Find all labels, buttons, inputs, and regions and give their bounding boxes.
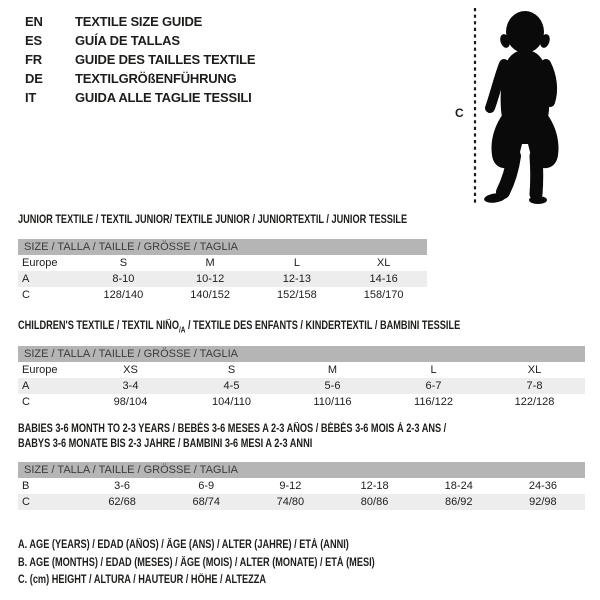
- size-value: 110/116: [313, 396, 352, 408]
- size-value: 92/98: [529, 496, 557, 508]
- row-label: C: [22, 289, 30, 301]
- size-value: 8-10: [112, 273, 135, 285]
- size-value: 158/170: [363, 289, 404, 301]
- language-row: [25, 12, 255, 31]
- size-value: 3-4: [122, 380, 139, 392]
- language-code: IT: [25, 90, 37, 105]
- row-label: A: [22, 273, 30, 285]
- language-title: GUIDA ALLE TAGLIE TESSILI: [75, 90, 252, 105]
- language-title: TEXTILE SIZE GUIDE: [75, 14, 203, 29]
- size-value: XL: [527, 364, 542, 376]
- size-value: 3-6: [114, 480, 131, 492]
- table-row: [18, 255, 427, 271]
- size-value: 18-24: [444, 480, 473, 492]
- table-row: [18, 394, 585, 410]
- size-value: 10-12: [196, 273, 225, 285]
- size-value: S: [227, 364, 236, 376]
- table-row: [18, 478, 585, 494]
- size-value: 68/74: [192, 496, 220, 508]
- size-value: S: [119, 257, 128, 269]
- size-value: 98/104: [113, 396, 148, 408]
- size-value: 116/122: [414, 396, 453, 408]
- language-row: [25, 50, 255, 69]
- baby-silhouette-icon: [483, 11, 558, 204]
- size-value: 152/158: [276, 289, 317, 301]
- language-title: TEXTILGRÖßENFÜHRUNG: [75, 71, 237, 86]
- size-value: 12-18: [360, 480, 389, 492]
- table-row: [18, 287, 427, 303]
- footnote-b: B. AGE (MONTHS) / EDAD (MESES) / ÂGE (MOIS) / ALTER (MONATE) / ETÀ (MESI): [18, 556, 375, 569]
- language-row: [25, 69, 255, 88]
- size-value: XL: [376, 257, 391, 269]
- language-code: EN: [25, 14, 43, 29]
- row-label: C: [22, 396, 30, 408]
- row-label: C: [22, 496, 30, 508]
- children-title-pre: CHILDREN'S TEXTILE / TEXTIL NIÑO: [18, 320, 179, 332]
- table-row: [18, 378, 585, 394]
- babies-table-title: [18, 422, 446, 451]
- children-title-post: / TEXTILE DES ENFANTS / KINDERTEXTIL / BAMBINI TESSILE: [185, 320, 461, 332]
- junior-size-table: [18, 239, 427, 303]
- language-code: DE: [25, 71, 43, 86]
- row-label: Europe: [22, 364, 58, 376]
- size-value: 128/140: [103, 289, 144, 301]
- language-row: [25, 88, 255, 107]
- language-title: GUÍA DE TALLAS: [75, 33, 180, 48]
- size-value: L: [430, 364, 437, 376]
- baby-silhouette-figure: [450, 4, 585, 209]
- language-title: GUIDE DES TAILLES TEXTILE: [75, 52, 256, 67]
- table-row: [18, 271, 427, 287]
- language-code: FR: [25, 52, 42, 67]
- row-label: A: [22, 380, 30, 392]
- size-value: 24-36: [528, 480, 557, 492]
- size-value: 104/110: [212, 396, 251, 408]
- size-value: 5-6: [324, 380, 341, 392]
- babies-title-line1: BABIES 3-6 MONTH TO 2-3 YEARS / BEBÉS 3-6 MESES A 2-3 AÑOS / BÉBÉS 3-6 MOIS À 2-3 ANS /: [18, 423, 447, 435]
- language-title-list: [25, 12, 255, 107]
- size-value: 62/68: [108, 496, 136, 508]
- junior-table-title: JUNIOR TEXTILE / TEXTIL JUNIOR/ TEXTILE JUNIOR / JUNIORTEXTIL / JUNIOR TESSILE: [18, 214, 408, 226]
- size-value: L: [293, 257, 300, 269]
- children-title-sub: /A: [178, 325, 186, 335]
- size-header-bar: SIZE / TALLA / TAILLE / GRÖSSE / TAGLIA: [18, 462, 585, 478]
- row-label: B: [22, 480, 30, 492]
- size-value: XS: [123, 364, 138, 376]
- measure-c-label: C: [455, 106, 464, 120]
- language-row: [25, 31, 255, 50]
- size-value: M: [205, 257, 215, 269]
- footnote-c: C. (cm) HEIGHT / ALTURA / HAUTEUR / HÖHE / ALTEZZA: [18, 574, 267, 586]
- row-label: Europe: [22, 257, 58, 269]
- footnote-a: A. AGE (YEARS) / EDAD (AÑOS) / ÂGE (ANS) / ALTER (JAHRE) / ETÀ (ANNI): [18, 539, 349, 551]
- children-table-title: [18, 319, 460, 338]
- size-value: 4-5: [223, 380, 240, 392]
- footnote-legend: [18, 537, 464, 590]
- size-value: 6-7: [425, 380, 442, 392]
- size-value: 9-12: [279, 480, 302, 492]
- size-value: 74/80: [276, 496, 305, 508]
- size-value: 86/92: [444, 496, 473, 508]
- size-value: 122/128: [514, 396, 555, 408]
- size-value: 14-16: [369, 273, 398, 285]
- size-header-bar: SIZE / TALLA / TAILLE / GRÖSSE / TAGLIA: [18, 346, 585, 362]
- language-code: ES: [25, 33, 42, 48]
- size-value: 140/152: [190, 289, 230, 301]
- size-value: 7-8: [526, 380, 543, 392]
- table-row: [18, 494, 585, 510]
- size-value: 6-9: [198, 480, 215, 492]
- size-value: 12-13: [282, 273, 311, 285]
- babies-size-table: [18, 462, 585, 510]
- size-value: 80/86: [360, 496, 389, 508]
- size-header-bar: SIZE / TALLA / TAILLE / GRÖSSE / TAGLIA: [18, 239, 427, 255]
- size-value: M: [327, 364, 338, 376]
- babies-title-line2: BABYS 3-6 MONATE BIS 2-3 JAHRE / BAMBINI 3-6 MESI A 2-3 ANNI: [18, 437, 313, 450]
- children-size-table: [18, 346, 585, 410]
- table-row: [18, 362, 585, 378]
